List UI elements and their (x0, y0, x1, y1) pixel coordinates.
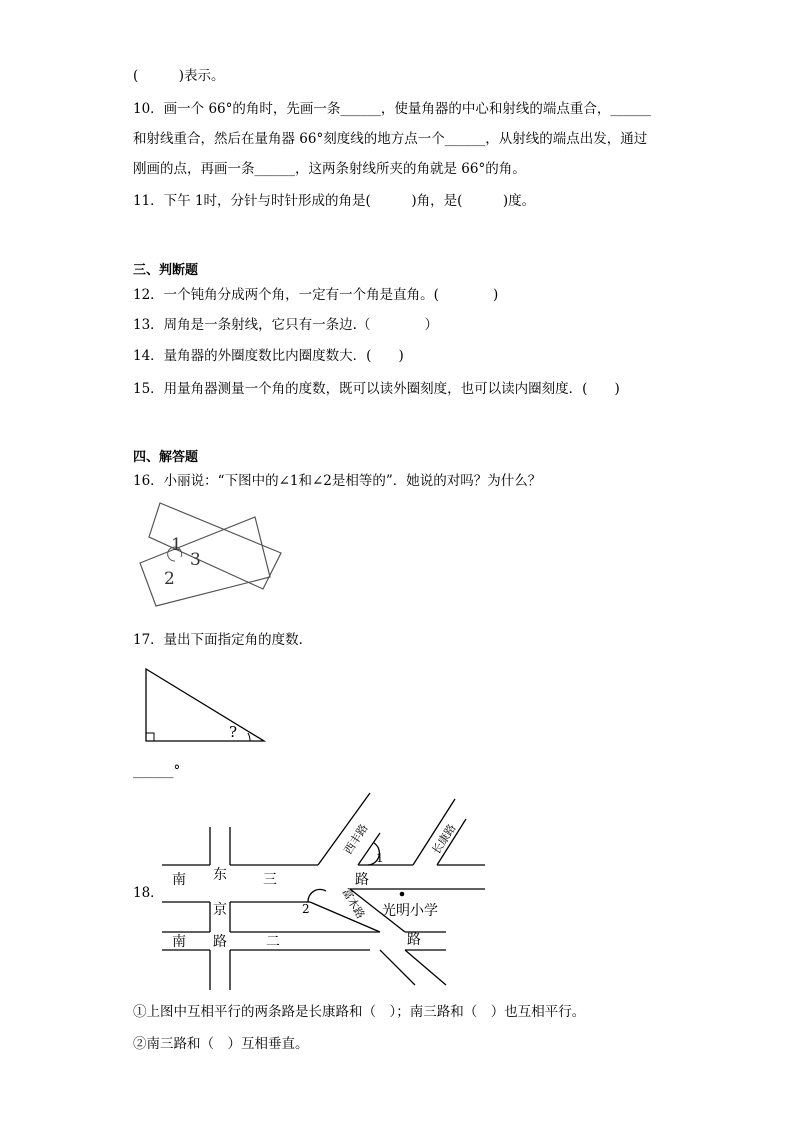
map-label-jing: 京 (213, 902, 227, 918)
map-angle-2: 2 (302, 902, 310, 916)
question-10-line-1: 10．画一个 66°的角时，先画一条______，使量角器的中心和射线的端点重合，______ (133, 101, 651, 117)
question-10-line-3: 刚画的点，再画一条______，这两条射线所夹的角就是 66°的角。 (133, 161, 526, 177)
fig16-label-2: 2 (164, 569, 175, 589)
map-angle-1: 1 (376, 851, 384, 865)
map-school-label: 光明小学 (382, 903, 438, 919)
question-10-line-2: 和射线重合，然后在量角器 66°刻度线的地方点一个______，从射线的端点出发，通过 (133, 131, 648, 147)
question-16: 16．小丽说：“下图中的∠1和∠2是相等的”．她说的对吗？为什么？ (133, 473, 542, 489)
fig16-label-3: 3 (190, 550, 201, 570)
fig16-label-1: 1 (171, 535, 182, 555)
question-12: 12．一个钝角分成两个角，一定有一个角是直角。( ) (133, 287, 499, 303)
map-label-er: 二 (266, 934, 280, 950)
map-label-fumu-road: 富木路 (339, 886, 368, 922)
map-label-nan-2: 南 (172, 934, 186, 950)
fig17-angle-label: ? (229, 723, 238, 741)
question-15: 15．用量角器测量一个角的度数，既可以读外圈刻度，也可以读内圈刻度．( ) (133, 381, 620, 397)
question-18-part-1: ①上图中互相平行的两条路是长康路和（ ）；南三路和（ ）也互相平行。 (133, 1004, 586, 1020)
map-label-xifeng-road: 西丰路 (341, 821, 371, 857)
question-14: 14．量角器的外圈度数比内圈度数大．( ) (133, 348, 404, 364)
section-4-heading: 四、解答题 (133, 450, 199, 465)
map-label-nan-1: 南 (172, 872, 186, 888)
question-13: 13．周角是一条射线，它只有一条边.（ ） (133, 317, 438, 333)
figure-17-right-triangle (140, 664, 270, 746)
map-label-dong: 东 (213, 867, 227, 883)
map-label-lu-1: 路 (355, 872, 369, 888)
question-17-answer-blank: ______° (133, 763, 181, 779)
question-11: 11．下午 1时，分针与时针形成的角是( )角，是( )度。 (133, 193, 536, 209)
map-label-lu-3: 路 (407, 932, 421, 948)
question-18-part-2: ②南三路和（ ）互相垂直。 (133, 1036, 309, 1052)
q9-tail: ( )表示。 (133, 68, 225, 84)
question-17: 17．量出下面指定角的度数． (133, 632, 313, 648)
map-label-san: 三 (263, 872, 277, 888)
map-label-changkang-road: 长康路 (429, 821, 459, 857)
question-18-number: 18． (133, 885, 164, 901)
section-3-heading: 三、判断题 (133, 263, 199, 278)
figure-18-road-map (150, 785, 495, 995)
map-label-lu-2: 路 (213, 934, 227, 950)
figure-16-crossed-rectangles (135, 495, 295, 615)
